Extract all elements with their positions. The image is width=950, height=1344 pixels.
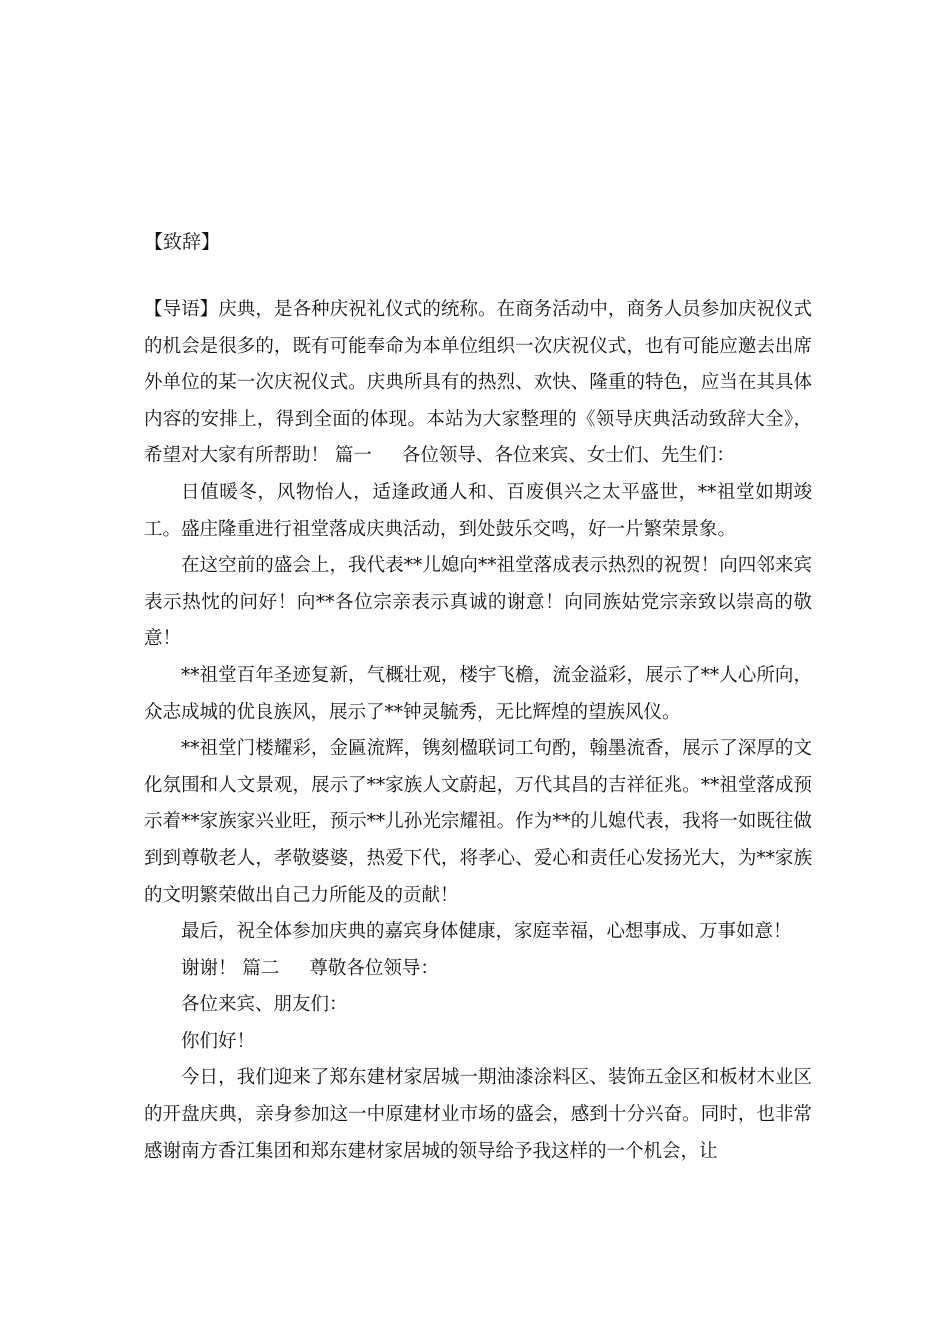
thanks-line bbox=[144, 951, 812, 988]
document-body bbox=[144, 292, 812, 1170]
greeting-hello: 你们好！ bbox=[181, 1030, 256, 1052]
paragraph-last: 今日，我们迎来了郑东建材家居城一期油漆涂料区、装饰五金区和板材木业区的开盘庆典，亲身参加这一中原建材业市场的盛会，感到十分兴奋。同时，也非常感谢南方香江集团和郑东建材家居城的领导给予我这样的一个机会，让 bbox=[144, 1067, 812, 1162]
paragraph-3: **祖堂百年圣迹复新，气概壮观，楼宇飞檐，流金溢彩，展示了**人心所向，众志成城的优良族风，展示了**钟灵毓秀，无比辉煌的望族风仪。 bbox=[144, 664, 812, 723]
thanks-text: 谢谢！ 篇二 bbox=[181, 957, 280, 979]
paragraph-4: **祖堂门楼耀彩，金匾流辉，镌刻楹联词工句酌，翰墨流香，展示了深厚的文化氛围和人文景观，展示了**家族人文蔚起，万代其昌的吉祥征兆。**祖堂落成预示着**家族家兴业旺，预示**儿孙光宗耀祖。作为**的儿媳代表，我将一如既往做到到尊敬老人，孝敬婆婆，热爱下代，将孝心、爱心和责任心发扬光大，为**家族的文明繁荣做出自己力所能及的贡献！ bbox=[144, 738, 812, 906]
intro-salutation: 各位领导、各位来宾、女士们、先生们： bbox=[401, 445, 735, 467]
salutation-leaders: 尊敬各位领导： bbox=[309, 957, 439, 979]
greeting-guests: 各位来宾、朋友们： bbox=[181, 994, 348, 1016]
intro-text: 【导语】庆典，是各种庆祝礼仪式的统称。在商务活动中，商务人员参加庆祝仪式的机会是很多的，既有可能奉命为本单位组织一次庆祝仪式，也有可能应邀去出席外单位的某一次庆祝仪式。庆典所具有的热烈、欢快、隆重的特色，应当在其具体内容的安排上，得到全面的体现。本站为大家整理的《领导庆典活动致辞大全》，希望对大家有所帮助！ 篇一 bbox=[144, 299, 812, 467]
document-heading: 【致辞】 bbox=[144, 231, 221, 253]
paragraph-5: 最后，祝全体参加庆典的嘉宾身体健康，家庭幸福，心想事成、万事如意！ bbox=[181, 921, 792, 943]
paragraph-1: 日值暖冬，风物怡人，适逢政通人和、百废俱兴之太平盛世，**祖堂如期竣工。盛庄隆重进行祖堂落成庆典活动，到处鼓乐交鸣，好一片繁荣景象。 bbox=[144, 481, 812, 540]
paragraph-2: 在这空前的盛会上，我代表**儿媳向**祖堂落成表示热烈的祝贺！向四邻来宾表示热忱的问好！向**各位宗亲表示真诚的谢意！向同族姑党宗亲致以崇高的敬意！ bbox=[144, 555, 812, 650]
intro-paragraph bbox=[144, 292, 812, 475]
